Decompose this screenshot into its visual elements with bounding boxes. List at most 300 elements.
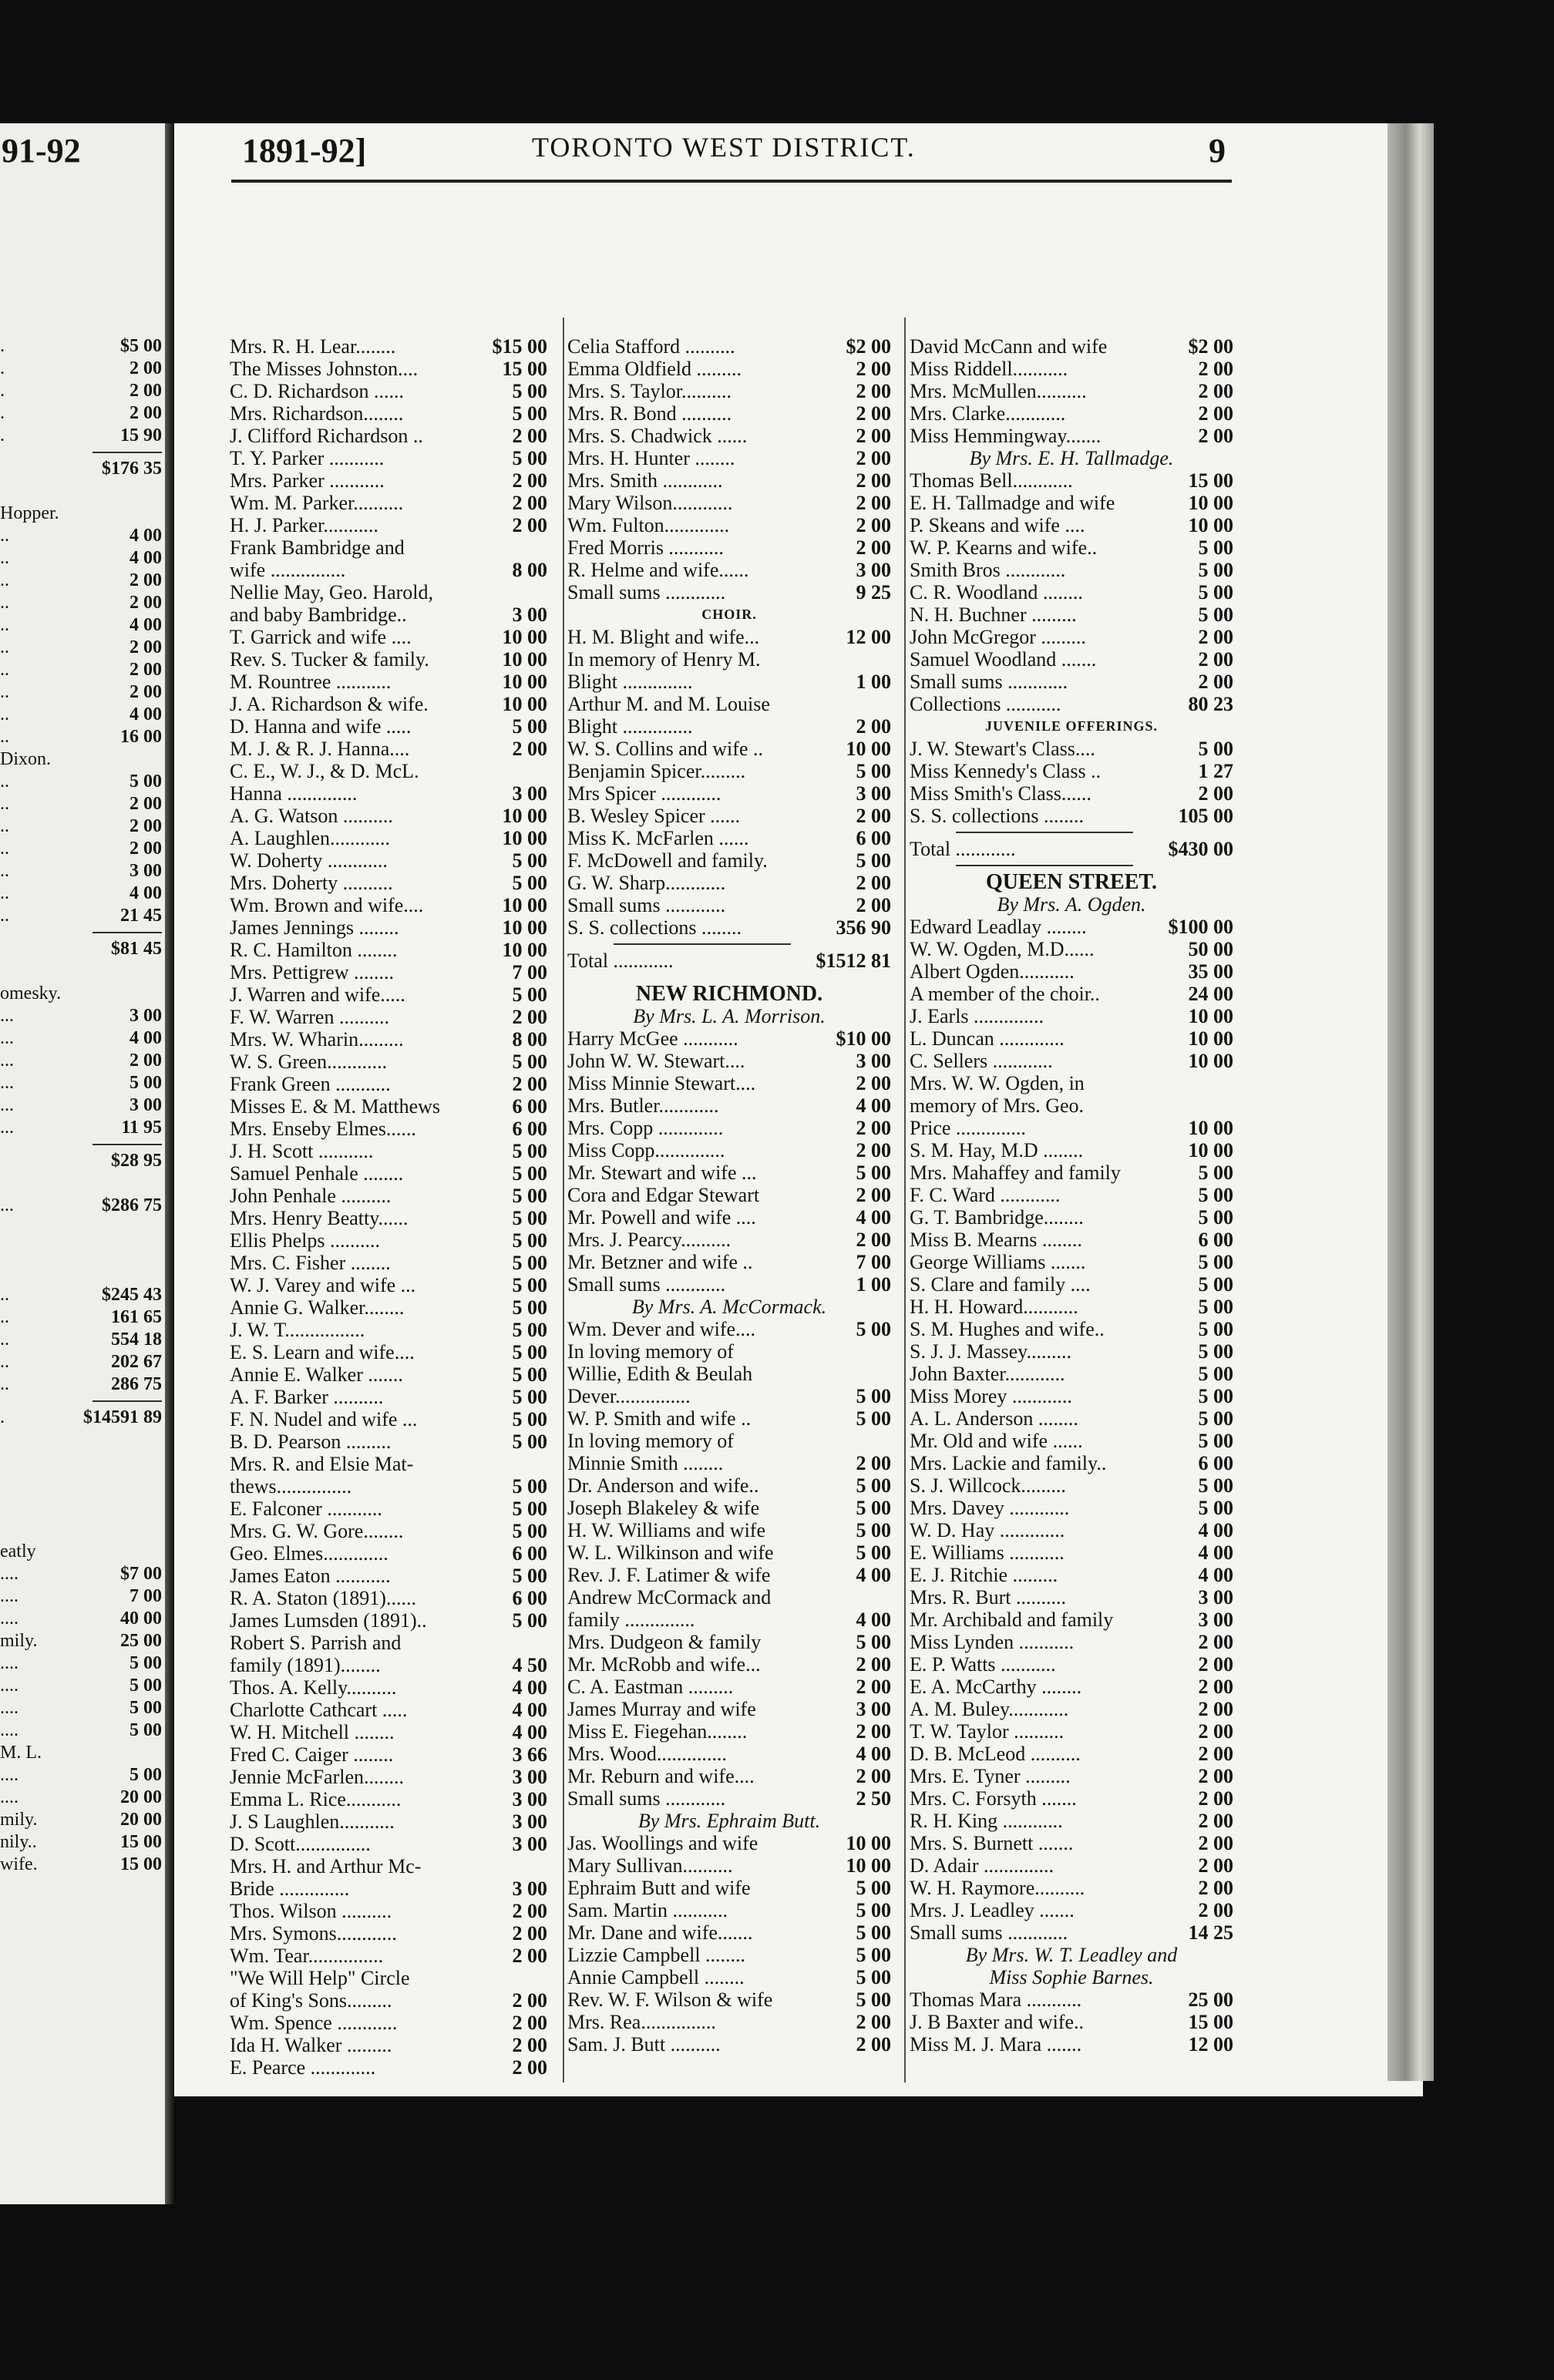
- donation-row: [230, 1900, 547, 1922]
- donation-amount: 12 00: [1188, 2033, 1233, 2056]
- donation-amount: 3 00: [130, 861, 162, 881]
- donation-row: [230, 358, 547, 380]
- donation-amount: 2 00: [512, 514, 547, 536]
- donor-name: A. Laughlen............: [230, 827, 390, 849]
- donation-row: [0, 938, 162, 960]
- donor-name: C. A. Eastman .........: [567, 1676, 734, 1698]
- donation-row: [230, 1810, 547, 1833]
- donation-amount: 1 00: [856, 1273, 891, 1296]
- donation-amount: 3 00: [856, 1050, 891, 1072]
- donation-row: [0, 547, 162, 570]
- donation-amount: 3 00: [512, 1766, 547, 1788]
- donor-name: ..: [0, 682, 9, 702]
- donor-name: D. Hanna and wife .....: [230, 715, 412, 738]
- donation-amount: 2 00: [856, 1117, 891, 1139]
- donation-row: [0, 1451, 162, 1474]
- donor-name: W. J. Varey and wife ...: [230, 1274, 416, 1296]
- donation-amount: [77, 960, 162, 983]
- donation-amount: 5 00: [856, 1407, 891, 1430]
- donor-name: ..: [0, 727, 9, 747]
- donation-row: [910, 1988, 1233, 2011]
- donation-amount: 6 00: [512, 1118, 547, 1140]
- donor-name: Mr. McRobb and wife...: [567, 1653, 761, 1676]
- donation-row: [910, 1519, 1233, 1541]
- donation-amount: 6 00: [512, 1542, 547, 1565]
- donation-amount: $28 95: [111, 1151, 162, 1171]
- donation-row: [910, 581, 1233, 603]
- donation-amount: 2 00: [1198, 1631, 1233, 1653]
- donor-name: Wm. Tear...............: [230, 1945, 384, 1967]
- donation-amount: 5 00: [130, 1698, 162, 1718]
- donor-name: Collections ...........: [910, 693, 1061, 715]
- donation-row: [230, 626, 547, 648]
- donation-amount: 2 00: [130, 1050, 162, 1071]
- donation-amount: 5 00: [512, 1162, 547, 1185]
- donation-amount: 10 00: [1188, 492, 1233, 514]
- donation-amount: 5 00: [512, 447, 547, 469]
- donor-name: family (1891)........: [230, 1654, 381, 1676]
- donation-row: [0, 1563, 162, 1585]
- donation-row: [230, 536, 547, 559]
- donation-row: [567, 1921, 891, 1944]
- donor-name: Sam. Martin ...........: [567, 1899, 728, 1921]
- donation-row: [0, 358, 162, 380]
- donor-name: ..: [0, 771, 9, 792]
- donor-name: [0, 1518, 77, 1541]
- donation-amount: [77, 1239, 162, 1262]
- donation-row: [0, 1630, 162, 1652]
- donor-name: Mrs. H. Hunter ........: [567, 447, 735, 469]
- donor-name: Miss B. Mearns ........: [910, 1229, 1082, 1251]
- donation-amount: [77, 1518, 162, 1541]
- donation-amount: 2 00: [512, 1073, 547, 1095]
- donation-amount: 5 00: [512, 1386, 547, 1408]
- donation-row: [910, 1340, 1233, 1363]
- donor-name: Mrs. Lackie and family..: [910, 1452, 1107, 1474]
- donation-amount: 5 00: [512, 1319, 547, 1341]
- donation-amount: 6 00: [1198, 1452, 1233, 1474]
- donor-name: thews...............: [230, 1475, 352, 1498]
- donation-amount: 5 00: [512, 380, 547, 402]
- donation-amount: 20 00: [120, 1787, 162, 1807]
- donor-name: George Williams .......: [910, 1251, 1086, 1273]
- donation-row: [0, 503, 162, 525]
- donation-row: [0, 1429, 162, 1451]
- donation-amount: 12 00: [846, 626, 891, 648]
- donation-amount: [800, 1586, 891, 1609]
- donor-name: Small sums ............: [567, 1273, 726, 1296]
- donation-amount: [77, 1541, 162, 1563]
- donor-name: W. P. Kearns and wife..: [910, 536, 1098, 559]
- donor-name: Emma Oldfield .........: [567, 358, 742, 380]
- donation-row: [567, 849, 891, 872]
- donor-name: Mrs. Davey ............: [910, 1497, 1070, 1519]
- donation-amount: 2 00: [1198, 1765, 1233, 1787]
- donation-amount: [77, 748, 162, 771]
- donor-name: Robert S. Parrish and: [230, 1632, 402, 1654]
- donation-row: [910, 1676, 1233, 1698]
- donation-row: [0, 1809, 162, 1831]
- donation-row: [0, 1172, 162, 1195]
- donor-name: ..: [0, 593, 9, 613]
- donation-amount: 5 00: [856, 1944, 891, 1966]
- collector-line: By Mrs. E. H. Tallmadge.: [969, 447, 1174, 469]
- donation-amount: 2 00: [1198, 1743, 1233, 1765]
- donation-row: [910, 380, 1233, 402]
- donor-name: Albert Ogden...........: [910, 960, 1075, 983]
- donor-name: [0, 1451, 77, 1474]
- donor-name: memory of Mrs. Geo.: [910, 1094, 1085, 1117]
- donation-amount: 4 00: [856, 1743, 891, 1765]
- donor-name: Mrs. C. Forsyth .......: [910, 1787, 1077, 1810]
- donation-amount: [456, 1632, 547, 1654]
- donation-row: [0, 335, 162, 358]
- donation-amount: [456, 760, 547, 782]
- donation-amount: 3 66: [512, 1743, 547, 1766]
- donation-amount: 10 00: [502, 693, 547, 715]
- donor-name: Miss E. Fiegehan........: [567, 1720, 748, 1743]
- donation-amount: 16 00: [120, 727, 162, 747]
- donation-row: [230, 939, 547, 961]
- donation-row: [0, 458, 162, 480]
- donation-row: [910, 1698, 1233, 1720]
- donor-name: Nellie May, Geo. Harold,: [230, 581, 434, 603]
- donation-amount: 10 00: [502, 827, 547, 849]
- donation-row: [910, 1229, 1233, 1251]
- donation-amount: 5 00: [1198, 1430, 1233, 1452]
- donation-amount: 5 00: [1198, 738, 1233, 760]
- donor-name: Mrs. R. Bond ..........: [567, 402, 732, 425]
- donation-amount: 4 00: [130, 704, 162, 724]
- donor-name: R. A. Staton (1891)......: [230, 1587, 416, 1609]
- donor-name: T. Y. Parker ...........: [230, 447, 385, 469]
- donation-row: [567, 1899, 891, 1921]
- donation-row: [0, 1329, 162, 1351]
- donation-amount: 5 00: [512, 1296, 547, 1319]
- donor-name: ...: [0, 1095, 14, 1115]
- donation-amount: 2 00: [130, 570, 162, 590]
- left-page-column: [0, 335, 162, 1876]
- donor-name: Mrs. Enseby Elmes......: [230, 1118, 416, 1140]
- donation-row: [0, 1719, 162, 1742]
- column-divider: [563, 318, 564, 2082]
- donation-amount: 2 00: [856, 715, 891, 738]
- donation-amount: [800, 648, 891, 671]
- donation-row: [567, 559, 891, 581]
- donation-row: [0, 748, 162, 771]
- donation-row: [910, 1810, 1233, 1832]
- donation-amount: $2 00: [846, 335, 891, 358]
- donation-row: [910, 469, 1233, 492]
- donor-name: Mrs. J. Leadley .......: [910, 1899, 1075, 1921]
- donation-amount: $14591 89: [83, 1407, 162, 1427]
- donation-amount: $1512 81: [816, 950, 891, 972]
- donation-amount: 5 00: [1198, 1385, 1233, 1407]
- total-rule: [614, 943, 791, 945]
- donation-amount: [456, 536, 547, 559]
- donation-row: [910, 1586, 1233, 1609]
- donation-amount: 5 00: [856, 1877, 891, 1899]
- donation-row: [567, 1698, 891, 1720]
- donation-amount: 10 00: [1188, 514, 1233, 536]
- donation-row: [230, 1967, 547, 1989]
- donation-amount: 7 00: [856, 1251, 891, 1273]
- donor-name: Cora and Edgar Stewart: [567, 1184, 760, 1206]
- donor-name: Mrs Spicer ............: [567, 782, 722, 805]
- donor-name: A. G. Watson ..........: [230, 805, 393, 827]
- donation-amount: 5 00: [856, 849, 891, 872]
- donation-row: [0, 860, 162, 882]
- donor-name: ....: [0, 1720, 18, 1740]
- donation-amount: 2 00: [512, 492, 547, 514]
- donation-amount: 5 00: [1198, 536, 1233, 559]
- donor-name: Rev. W. F. Wilson & wife: [567, 1988, 773, 2011]
- donor-name: mily.: [0, 1631, 38, 1651]
- donor-name: D. Adair ..............: [910, 1854, 1054, 1877]
- donor-name: Mrs. W. Wharin.........: [230, 1028, 404, 1050]
- donor-name: Small sums ............: [567, 1787, 726, 1810]
- donor-name: ..: [0, 839, 9, 859]
- donation-row: [230, 1743, 547, 1766]
- donation-amount: 5 00: [856, 1497, 891, 1519]
- donation-row: [230, 1721, 547, 1743]
- donation-row: [230, 1050, 547, 1073]
- donor-name: ..: [0, 660, 9, 680]
- donation-row: [230, 760, 547, 782]
- donation-amount: 2 00: [1198, 1810, 1233, 1832]
- donor-name: Mrs. Henry Beatty......: [230, 1207, 409, 1229]
- donor-name: [0, 1150, 77, 1172]
- donor-name: James Jennings ........: [230, 916, 399, 939]
- donation-row: [0, 905, 162, 927]
- donation-row: [567, 1676, 891, 1698]
- donor-name: [0, 1239, 77, 1262]
- donation-amount: 5 00: [512, 1229, 547, 1252]
- donation-row: [0, 1117, 162, 1139]
- donor-name: W. H. Raymore..........: [910, 1877, 1085, 1899]
- donor-name: T. Garrick and wife ....: [230, 626, 412, 648]
- donation-amount: 3 00: [512, 782, 547, 805]
- donor-name: H. H. Howard...........: [910, 1296, 1078, 1318]
- donation-amount: 6 00: [856, 827, 891, 849]
- donation-row: [567, 626, 891, 648]
- donation-amount: 5 00: [512, 1408, 547, 1430]
- donation-row: [0, 960, 162, 983]
- donation-amount: 2 00: [512, 425, 547, 447]
- total-rule: [92, 1400, 162, 1402]
- donation-row: [910, 536, 1233, 559]
- donor-name: W. H. Mitchell ........: [230, 1721, 395, 1743]
- donation-row: [230, 1185, 547, 1207]
- donation-row: [567, 1564, 891, 1586]
- donor-name: ..: [0, 704, 9, 724]
- donation-row: [230, 805, 547, 827]
- donation-row: [0, 793, 162, 815]
- donor-name: A. F. Barker ..........: [230, 1386, 384, 1408]
- donation-amount: 2 00: [856, 1720, 891, 1743]
- donation-row: [230, 492, 547, 514]
- donation-row: [0, 1239, 162, 1262]
- donation-amount: 24 00: [1188, 983, 1233, 1005]
- donation-row: [230, 1833, 547, 1855]
- donation-row: [910, 1385, 1233, 1407]
- donor-name: Mrs. C. Fisher ........: [230, 1252, 391, 1274]
- donation-amount: 9 25: [856, 581, 891, 603]
- donation-amount: 8 00: [512, 1028, 547, 1050]
- donation-row: [910, 960, 1233, 983]
- donor-name: F. N. Nudel and wife ...: [230, 1408, 418, 1430]
- donation-amount: 2 00: [856, 1184, 891, 1206]
- donation-amount: 50 00: [1188, 938, 1233, 960]
- donation-amount: 3 00: [130, 1006, 162, 1026]
- donor-name: Mary Sullivan..........: [567, 1854, 733, 1877]
- donor-name: In loving memory of: [567, 1430, 734, 1452]
- donor-name: J. B Baxter and wife..: [910, 2011, 1085, 2033]
- donation-row: [910, 1184, 1233, 1206]
- donor-name: B. Wesley Spicer ......: [567, 805, 741, 827]
- donation-amount: 5 00: [512, 1207, 547, 1229]
- donation-row: [0, 1474, 162, 1496]
- donor-name: Mrs. Butler............: [567, 1094, 719, 1117]
- donation-amount: 2 00: [856, 805, 891, 827]
- donation-amount: 15 00: [120, 1854, 162, 1874]
- donation-amount: 2 00: [856, 536, 891, 559]
- donor-name: Blight ..............: [567, 671, 693, 693]
- donor-name: W. S. Collins and wife ..: [567, 738, 763, 760]
- donation-amount: [77, 1451, 162, 1474]
- donation-amount: [77, 1262, 162, 1284]
- donation-row: [567, 738, 891, 760]
- donor-name: H. W. Williams and wife: [567, 1519, 766, 1541]
- donation-amount: 2 00: [856, 380, 891, 402]
- donation-row: [0, 1496, 162, 1518]
- donor-name: H. J. Parker...........: [230, 514, 378, 536]
- donor-name: J. W. Stewart's Class....: [910, 738, 1095, 760]
- donor-name: Miss Minnie Stewart....: [567, 1072, 756, 1094]
- donation-row: [230, 1855, 547, 1877]
- donor-name: Emma L. Rice...........: [230, 1788, 402, 1810]
- donation-amount: 2 00: [1198, 648, 1233, 671]
- donation-amount: 2 00: [1198, 782, 1233, 805]
- donation-row: [910, 1072, 1233, 1094]
- donor-name: Geo. Elmes.............: [230, 1542, 388, 1565]
- donor-name: M. J. & R. J. Hanna....: [230, 738, 410, 760]
- donor-name: Mrs. S. Chadwick ......: [567, 425, 748, 447]
- donor-name: Total ............: [567, 950, 674, 972]
- donation-amount: 5 00: [1198, 1296, 1233, 1318]
- donation-amount: 7 00: [130, 1586, 162, 1606]
- donation-amount: 3 00: [512, 1788, 547, 1810]
- donation-row: [567, 1430, 891, 1452]
- donor-name: Total ............: [910, 838, 1016, 860]
- donation-row: [230, 1252, 547, 1274]
- donor-name: ...: [0, 1195, 14, 1215]
- donation-row: [567, 1787, 891, 1810]
- donation-amount: 10 00: [1188, 1005, 1233, 1027]
- donation-row: [910, 1005, 1233, 1027]
- donation-row: [567, 1184, 891, 1206]
- donor-name: Mrs. S. Taylor..........: [567, 380, 732, 402]
- donor-name: Hanna ..............: [230, 782, 358, 805]
- donor-name: Annie E. Walker .......: [230, 1363, 403, 1386]
- donation-row: [567, 380, 891, 402]
- collector-line: By Mrs. W. T. Leadley and: [965, 1944, 1178, 1966]
- donation-amount: 2 00: [1198, 1854, 1233, 1877]
- donation-row: [910, 983, 1233, 1005]
- donation-amount: 2 50: [856, 1787, 891, 1810]
- total-rule: [92, 452, 162, 453]
- donation-row: [910, 1027, 1233, 1050]
- donation-row: [910, 2011, 1233, 2033]
- donation-row: [0, 1697, 162, 1719]
- donation-amount: 5 00: [512, 402, 547, 425]
- subsection-label: CHOIR.: [701, 607, 757, 622]
- donor-name: ..: [0, 1352, 9, 1372]
- donor-name: Miss M. J. Mara .......: [910, 2033, 1082, 2056]
- donation-amount: 5 00: [512, 1498, 547, 1520]
- donation-row: [567, 1988, 891, 2011]
- donation-row: [567, 1720, 891, 1743]
- donation-amount: 2 00: [1198, 1877, 1233, 1899]
- donor-name: ....: [0, 1698, 18, 1718]
- donation-row: [910, 1765, 1233, 1787]
- donation-amount: 5 00: [1198, 1318, 1233, 1340]
- donation-row: [230, 335, 547, 358]
- donor-name: Fred C. Caiger ........: [230, 1743, 394, 1766]
- donation-row: [910, 1743, 1233, 1765]
- donation-amount: 5 00: [130, 1676, 162, 1696]
- donation-amount: 10 00: [846, 1854, 891, 1877]
- donation-row: [230, 447, 547, 469]
- donor-name: S. Clare and family ....: [910, 1273, 1091, 1296]
- donation-row: [230, 1430, 547, 1453]
- donor-name: Mrs. R. and Elsie Mat-: [230, 1453, 414, 1475]
- donor-name: Smith Bros ............: [910, 559, 1066, 581]
- donor-name: ..: [0, 526, 9, 546]
- donor-name: Samuel Woodland .......: [910, 648, 1097, 671]
- donor-name: David McCann and wife: [910, 335, 1108, 358]
- donor-name: Mrs. Parker ...........: [230, 469, 385, 492]
- donation-amount: 15 00: [1188, 2011, 1233, 2033]
- donation-row: [230, 782, 547, 805]
- donation-row: [910, 1899, 1233, 1921]
- donation-amount: 5 00: [856, 1541, 891, 1564]
- donation-amount: 5 00: [130, 1765, 162, 1785]
- donation-row: [0, 1072, 162, 1094]
- donation-amount: [1142, 1072, 1233, 1094]
- donation-row: [910, 1050, 1233, 1072]
- donor-name: Celia Stafford ..........: [567, 335, 735, 358]
- donation-row: [0, 983, 162, 1005]
- donation-amount: $100 00: [1168, 916, 1233, 938]
- donation-row: [910, 1273, 1233, 1296]
- section-heading: QUEEN STREET.: [986, 870, 1157, 894]
- donor-name: Mrs. Symons............: [230, 1922, 397, 1945]
- donation-amount: 15 00: [1188, 469, 1233, 492]
- donor-name: [0, 938, 77, 960]
- donation-row: [230, 1341, 547, 1363]
- donation-row: [567, 335, 891, 358]
- donation-amount: 5 00: [1198, 581, 1233, 603]
- donation-amount: 4 00: [1198, 1564, 1233, 1586]
- donation-amount: 3 00: [130, 1095, 162, 1115]
- donation-amount: 356 90: [836, 916, 891, 939]
- donation-row: [230, 1408, 547, 1430]
- donor-name: Miss Morey ............: [910, 1385, 1072, 1407]
- donation-row: [0, 838, 162, 860]
- donor-name: "We Will Help" Circle: [230, 1967, 410, 1989]
- donation-row: [0, 1262, 162, 1284]
